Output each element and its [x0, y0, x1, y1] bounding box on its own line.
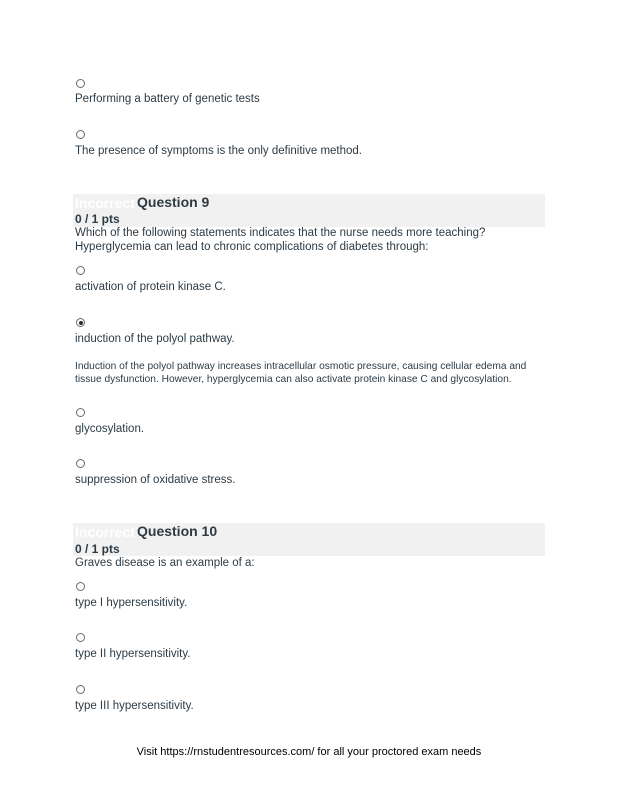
footer-text: Visit https://rnstudentresources.com/ for all your proctored exam needs — [136, 746, 482, 758]
answer-radio[interactable] — [76, 79, 85, 88]
answer-radio[interactable] — [76, 685, 85, 694]
question-text: Graves disease is an example of a: — [75, 557, 255, 569]
question-points: 0 / 1 pts — [75, 212, 120, 226]
answer-radio-selected[interactable] — [76, 318, 85, 327]
answer-radio[interactable] — [76, 582, 85, 591]
answer-radio[interactable] — [76, 266, 85, 275]
answer-text: The presence of symptoms is the only definitive method. — [75, 145, 363, 157]
answer-text: type I hypersensitivity. — [75, 597, 188, 609]
answer-radio[interactable] — [76, 408, 85, 417]
answer-text: glycosylation. — [75, 423, 145, 435]
answer-radio[interactable] — [76, 130, 85, 139]
question-title: Question 9 — [137, 194, 210, 210]
answer-text: suppression of oxidative stress. — [75, 474, 236, 486]
question-points: 0 / 1 pts — [75, 542, 120, 556]
incorrect-label: Incorrect — [75, 524, 135, 540]
answer-text: induction of the polyol pathway. — [75, 333, 235, 345]
answer-text: type II hypersensitivity. — [75, 648, 191, 660]
answer-radio[interactable] — [76, 633, 85, 642]
question-header — [73, 194, 545, 227]
question-title: Question 10 — [137, 523, 218, 539]
question-text: Which of the following statements indicates that the nurse needs more teaching? — [75, 227, 486, 239]
question-header — [73, 523, 545, 556]
answer-comment: Induction of the polyol pathway increases intracellular osmotic pressure, causing cellular edema and tissue dysfunction. However, hyperglycemia can also activate protein kinase C and glycosylation. — [75, 361, 527, 385]
question-text: Hyperglycemia can lead to chronic complications of diabetes through: — [75, 241, 429, 253]
incorrect-label: Incorrect — [75, 195, 135, 211]
answer-text: Performing a battery of genetic tests — [75, 93, 260, 105]
answer-text: activation of protein kinase C. — [75, 281, 226, 293]
answer-text: type III hypersensitivity. — [75, 700, 194, 712]
answer-radio[interactable] — [76, 459, 85, 468]
